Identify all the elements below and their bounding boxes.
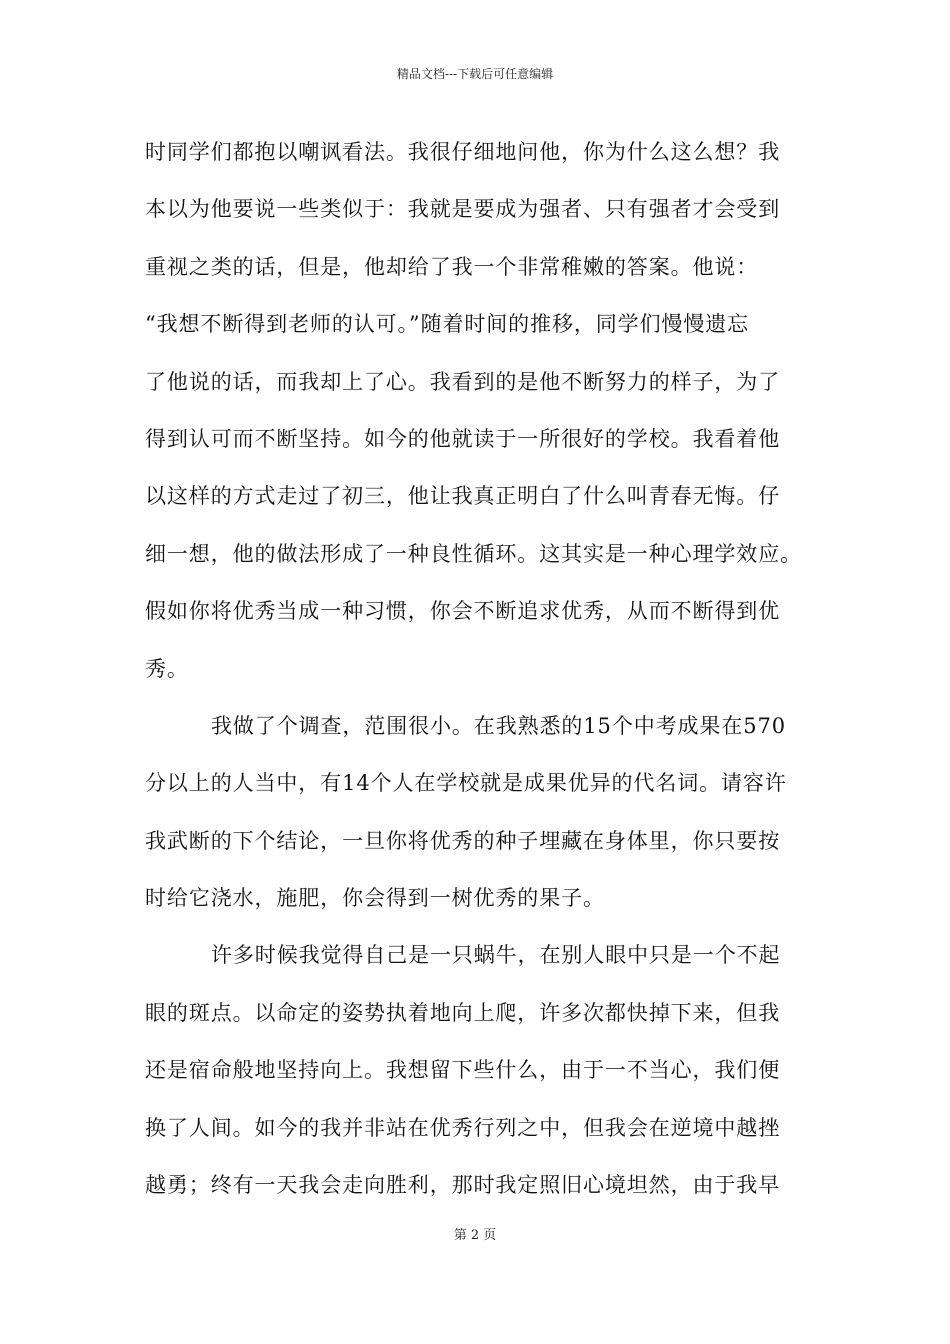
page-number: 第 2 页 — [453, 1228, 497, 1243]
text-line: 重视之类的话，但是，他却给了我一个非常稚嫩的答案。他说： — [145, 254, 759, 279]
body-text — [145, 130, 817, 1220]
text-line: 换了人间。如今的我并非站在优秀行列之中，但我会在逆境中越挫 — [145, 1115, 781, 1140]
text-line: 了他说的话，而我却上了心。我看到的是他不断努力的样子，为了 — [145, 369, 781, 394]
text-line: “我想不断得到老师的认可。”随着时间的推移，同学们慢慢遗忘 — [145, 312, 750, 337]
text-line: 本以为他要说一些类似于：我就是要成为强者、只有强者才会受到 — [145, 197, 781, 222]
text-line: 眼的斑点。以命定的姿势执着地向上爬，许多次都快掉下来，但我 — [145, 1000, 781, 1025]
page-header: 精品文档---下载后可任意编辑 — [396, 67, 554, 81]
text-line: 还是宿命般地坚持向上。我想留下些什么，由于一不当心，我们便 — [145, 1058, 781, 1083]
text-line: 时同学们都抱以嘲讽看法。我很仔细地问他，你为什么这么想？我 — [145, 140, 781, 164]
text-line: 以这样的方式走过了初三，他让我真正明白了什么叫青春无悔。仔 — [145, 484, 781, 509]
text-line: 分以上的人当中，有14个人在学校就是成果优异的代名词。请容许 — [145, 771, 787, 796]
text-line: 我武断的下个结论，一旦你将优秀的种子埋藏在身体里，你只要按 — [145, 828, 781, 853]
text-line: 细一想，他的做法形成了一种良性循环。这其实是一种心理学效应。 — [145, 541, 802, 566]
text-line: 假如你将优秀当成一种习惯，你会不断追求优秀，从而不断得到优 — [145, 599, 781, 624]
text-line: 越勇；终有一天我会走向胜利，那时我定照旧心境坦然，由于我早 — [145, 1173, 781, 1198]
text-line: 得到认可而不断坚持。如今的他就读于一所很好的学校。我看着他 — [145, 426, 781, 451]
paragraph-start-line: 我做了个调查，范围很小。在我熟悉的15个中考成果在570 — [211, 713, 787, 738]
text-line: 时给它浇水，施肥，你会得到一树优秀的果子。 — [145, 886, 605, 911]
paragraph-start-line: 许多时候我觉得自己是一只蜗牛，在别人眼中只是一个不起 — [211, 943, 781, 968]
text-line: 秀。 — [145, 656, 189, 681]
